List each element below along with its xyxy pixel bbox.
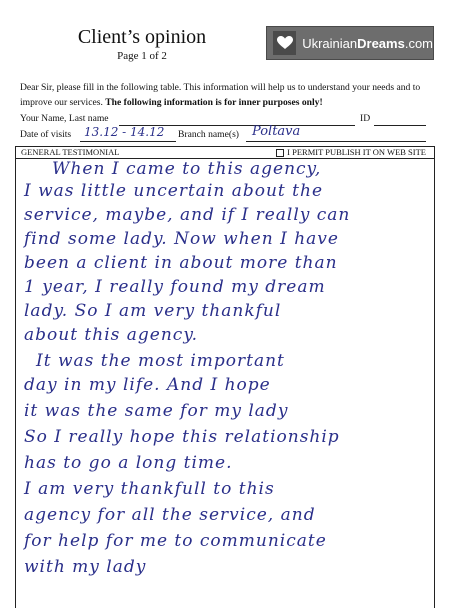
testimonial-line: It was the most important	[36, 351, 285, 371]
branch-value: Poltava	[252, 124, 301, 139]
testimonial-line: find some lady. Now when I have	[24, 229, 339, 249]
date-value: 13.12 - 14.12	[84, 125, 165, 139]
page-title: Client’s opinion	[77, 26, 207, 48]
testimonial-line: day in my life. And I hope	[24, 375, 271, 395]
intro-bold-note: The following information is for inner purposes only!	[105, 97, 323, 108]
testimonial-line: with my lady	[24, 557, 147, 577]
testimonial-line: agency for all the service, and	[24, 505, 316, 525]
intro-text	[20, 80, 435, 110]
permit-publish-option[interactable]	[276, 147, 426, 158]
general-testimonial-label: GENERAL TESTIMONIAL	[21, 147, 120, 157]
logo-text-bold: Dreams	[357, 35, 405, 51]
testimonial-header	[16, 147, 434, 159]
testimonial-line: about this agency.	[24, 325, 199, 345]
logo-wordmark	[302, 36, 433, 51]
testimonial-line: for help for me to communicate	[24, 531, 327, 551]
testimonial-line: So I really hope this relationship	[24, 427, 340, 447]
testimonial-line: I am very thankfull to this	[24, 479, 275, 499]
permit-publish-checkbox[interactable]	[276, 149, 284, 157]
date-field[interactable]	[80, 125, 176, 142]
testimonial-line: I was little uncertain about the	[24, 181, 324, 201]
name-label: Your Name, Last name	[20, 113, 109, 124]
testimonial-line: been a client in about more than	[24, 253, 338, 273]
id-field[interactable]	[374, 113, 426, 126]
testimonial-line: has to go a long time.	[24, 453, 233, 473]
page-number: Page 1 of 2	[117, 50, 167, 62]
heart-icon	[273, 31, 296, 55]
testimonial-box	[15, 146, 435, 608]
intro-body: Dear Sir, please fill in the following table. This information will help us to understand your needs and to improve our services.	[20, 82, 421, 108]
logo-text-light: Ukrainian	[302, 35, 358, 51]
testimonial-line: service, maybe, and if I really can	[24, 205, 351, 225]
logo-text-suffix: .com	[404, 35, 433, 51]
branch-label: Branch name(s)	[178, 129, 240, 140]
testimonial-line: When I came to this agency,	[52, 159, 322, 179]
testimonial-line: lady. So I am very thankful	[24, 301, 282, 321]
branch-field[interactable]	[246, 124, 426, 142]
ukrainian-dreams-logo	[266, 26, 434, 60]
testimonial-line: it was the same for my lady	[24, 401, 289, 421]
id-label: ID	[360, 113, 371, 124]
date-label: Date of visits	[20, 129, 72, 140]
testimonial-line: 1 year, I really found my dream	[24, 277, 326, 297]
permit-publish-label: I PERMIT PUBLISH IT ON WEB SITE	[287, 147, 426, 157]
